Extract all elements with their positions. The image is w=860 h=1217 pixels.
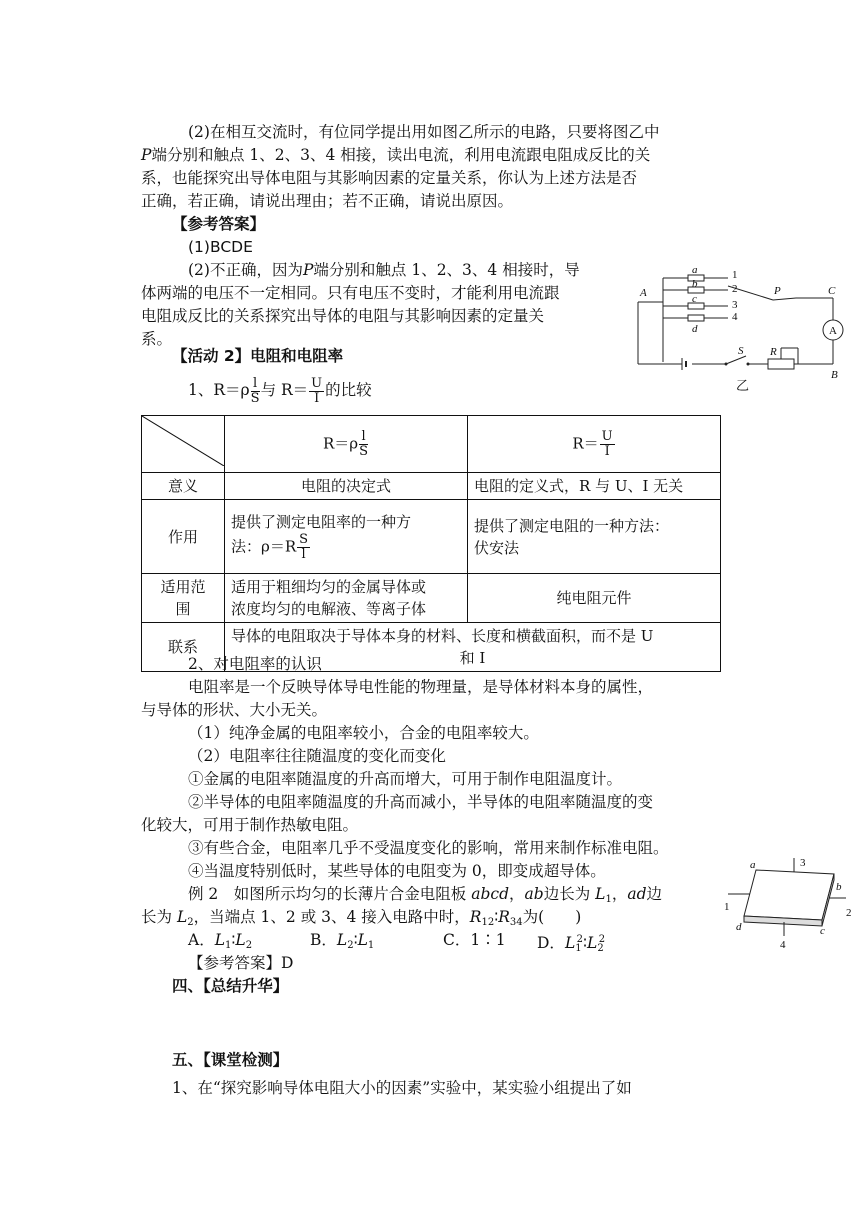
- answer-2-line3: 电阻成反比的关系探究出导体的电阻与其影响因素的定量关: [141, 307, 545, 325]
- plate-label-2: 2: [846, 907, 852, 919]
- question-2-line3: 系，也能探究出导体电阻与其影响因素的定量关系，你认为上述方法是否: [141, 169, 638, 187]
- row-label-use: 作用: [142, 500, 225, 574]
- example2-line1: 例 2 如图所示均匀的长薄片合金电阻板 abcd，ab边长为 $L_1$，ad边: [188, 885, 663, 905]
- plate-label-b: b: [836, 881, 842, 893]
- use-cell-2: 提供了测定电阻的一种方法： 伏安法: [468, 500, 721, 574]
- question-2-line4: 正确，若正确，请说出理由；若不正确，请说出原因。: [141, 192, 514, 210]
- label-b: b: [692, 278, 698, 290]
- section-4-heading: 四、【总结升华】: [172, 977, 289, 995]
- answer-2-line2: 体两端的电压不一定相同。只有电压不变时，才能利用电流跟: [141, 284, 560, 302]
- question-2-line1: (2)在相互交流时，有位同学提出用如图乙所示的电路，只要将图乙中: [188, 123, 660, 141]
- table-corner-cell: [142, 416, 225, 473]
- label-2: 2: [732, 283, 738, 295]
- plate-label-c: c: [820, 925, 825, 937]
- scope-cell-2: 纯电阻元件: [468, 574, 721, 623]
- ammeter-symbol: A: [829, 325, 837, 337]
- link-cell: 导体的电阻取决于导体本身的材料、长度和横截面积，而不是 U 和 I: [225, 623, 721, 672]
- label-d: d: [692, 323, 698, 335]
- resistivity-point-1: （1）纯净金属的电阻率较小，合金的电阻率较大。: [188, 724, 539, 742]
- meaning-cell-2: 电阻的定义式，R 与 U、I 无关: [468, 473, 721, 500]
- diagonal-line: [142, 416, 224, 466]
- resistivity-case-3: ③有些合金，电阻率几乎不受温度变化的影响，常用来制作标准电阻。: [188, 839, 669, 857]
- answer-2-line1: (2)不正确，因为P端分别和触点 1、2、3、4 相接时，导: [188, 261, 580, 279]
- plate-label-d: d: [736, 921, 742, 933]
- label-P: P: [774, 285, 781, 297]
- label-3: 3: [732, 299, 738, 311]
- comparison-table: [141, 415, 721, 672]
- resistivity-case-4: ④当温度特别低时，某些导体的电阻变为 0，即变成超导体。: [188, 862, 606, 880]
- label-B: B: [831, 369, 838, 381]
- question-2-line2: P端分别和触点 1、2、3、4 相接，读出电流，利用电流跟电阻成反比的关: [141, 146, 651, 164]
- label-4: 4: [732, 311, 738, 323]
- use-cell-1: 提供了测定电阻率的一种方 法：ρ＝R $\frac{S}{l}$: [225, 500, 468, 574]
- example2-answer: 【参考答案】D: [188, 954, 294, 972]
- option-c: C．1∶1: [443, 931, 506, 949]
- circuit-diagram: [628, 262, 854, 394]
- activity2-item1: 1、R＝ρ $\frac{l}{S}$ 与 R＝ $\frac{U}{I}$ 的比较: [188, 375, 372, 406]
- option-a: A．$L_1∶L_2$: [188, 931, 253, 951]
- row-label-scope: 适用范 围: [142, 574, 225, 623]
- resistivity-case-2: ②半导体的电阻率随温度的升高而减小，半导体的电阻率随温度的变: [188, 793, 654, 811]
- section-5-heading: 五、【课堂检测】: [172, 1051, 289, 1069]
- plate-label-4: 4: [780, 939, 786, 951]
- label-S: S: [738, 345, 744, 357]
- label-a: a: [692, 264, 698, 276]
- label-C: C: [828, 285, 836, 297]
- label-R: R: [770, 346, 777, 358]
- plate-label-1: 1: [724, 901, 730, 913]
- label-A: A: [640, 287, 647, 299]
- resistivity-heading: 2、对电阻率的认识: [188, 655, 322, 673]
- activity2-title: 【活动 2】电阻和电阻率: [172, 347, 344, 365]
- plate-label-3: 3: [800, 857, 806, 869]
- answer-2-line4: 系。: [141, 330, 173, 348]
- plate-label-a: a: [750, 859, 756, 871]
- example2-line2: 长为 $L_2$，当端点 1、2 或 3、4 接入电路中时，$R_{12}∶R_{34}$为( ): [141, 908, 582, 928]
- answer-1: (1)BCDE: [188, 238, 253, 256]
- row-label-link: 联系: [142, 623, 225, 672]
- resistivity-intro-1: 电阻率是一个反映导体导电性能的物理量，是导体材料本身的属性，: [188, 678, 654, 696]
- option-b: B．$L_2∶L_1$: [310, 931, 375, 951]
- quiz-question-1: 1、在“探究影响导体电阻大小的因素”实验中，某实验小组提出了如: [172, 1079, 632, 1097]
- option-d: D．$L_1^2∶L_2^2$: [537, 934, 606, 954]
- row-label-meaning: 意义: [142, 473, 225, 500]
- plate-diagram: [722, 856, 858, 952]
- figure-caption: 乙: [736, 378, 750, 393]
- resistivity-point-2: （2）电阻率往往随温度的变化而变化: [188, 747, 446, 765]
- resistivity-case-1: ①金属的电阻率随温度的升高而增大，可用于制作电阻温度计。: [188, 770, 623, 788]
- resistivity-case-2-cont: 化较大，可用于制作热敏电阻。: [141, 816, 359, 834]
- resistivity-intro-2: 与导体的形状、大小无关。: [141, 701, 328, 719]
- label-1: 1: [732, 269, 738, 281]
- scope-cell-1: 适用于粗细均匀的金属导体或 浓度均匀的电解液、等离子体: [225, 574, 468, 623]
- header-formula-2: R＝ $\frac{U}{I}$: [468, 416, 721, 473]
- meaning-cell-1: 电阻的决定式: [225, 473, 468, 500]
- label-c: c: [692, 293, 697, 305]
- answer-heading: 【参考答案】: [172, 215, 266, 233]
- header-formula-1: R＝ρ $\frac{l}{S}$: [225, 416, 468, 473]
